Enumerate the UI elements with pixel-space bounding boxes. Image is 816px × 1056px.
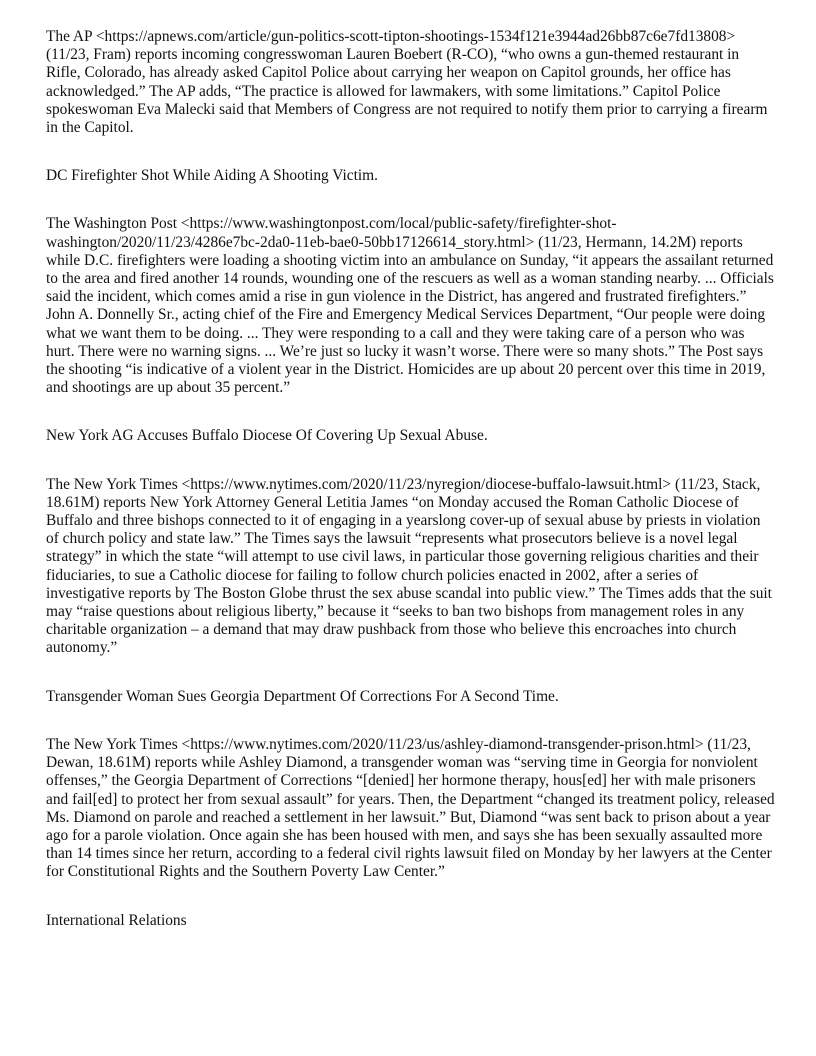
article-body-boebert: The AP <https://apnews.com/article/gun-politics-scott-tipton-shootings-1534f121e3944ad26bb87c6e7fd13808> (11/23, Fram) reports incoming congresswoman Lauren Boebert (R-CO), “who owns a gun-themed restaurant in Rifle, Colorado, has already asked Capitol Police about carrying her weapon on Capitol grounds, her office has acknowledged.” The AP adds, “The practice is allowed for lawmakers, with some limitations.” Capitol Police spokeswoman Eva Malecki said that Members of Congress are not required to notify them prior to carrying a firearm in the Capitol. [46,28,768,137]
article-body-dc-firefighter: The Washington Post <https://www.washingtonpost.com/local/public-safety/firefighter-shot-washington/2020/11/23/4286e7bc-2da0-11eb-bae0-50bb17126614_story.html> (11/23, Hermann, 14.2M) reports while D.C. firefighters were loading a shooting victim into an ambulance on Sunday, “it appears the assailant returned to the area and fired another 14 rounds, wounding one of the rescuers as well as a woman standing nearby. ... Officials said the incident, which comes amid a rise in gun violence in the District, has angered and frustrated firefighters.” John A. Donnelly Sr., acting chief of the Fire and Emergency Medical Services Department, “Our people were doing what we want them to be doing. ... They were responding to a call and they were taking care of a person who was hurt. There were no warning signs. ... We’re just so lucky it wasn’t worse. There were so many shots.” The Post says the shooting “is indicative of a violent year in the District. Homicides are up about 20 percent over this time in 2019, and shootings are up about 35 percent.” [46,215,774,397]
article-body-buffalo-diocese: The New York Times <https://www.nytimes.com/2020/11/23/nyregion/diocese-buffalo-lawsuit.html> (11/23, Stack, 18.61M) reports New York Attorney General Letitia James “on Monday accused the Roman Catholic Diocese of Buffalo and three bishops connected to it of engaging in a yearslong cover-up of sexual abuse by priests in violation of church policy and state law.” The Times says the lawsuit “represents what prosecutors believe is a novel legal strategy” in which the state “will attempt to use civil laws, in particular those governing religious charities and their fiduciaries, to sue a Catholic diocese for failing to follow church policies enacted in 2002, after a series of investigative reports by The Boston Globe thrust the sex abuse scandal into public view.” The Times adds that the suit may “raise questions about religious liberty,” because it “seeks to ban two bishops from management roles in any charitable organization – a demand that may draw pushback from those who believe this encroaches into church autonomy.” [46,475,772,657]
headline-dc-firefighter: DC Firefighter Shot While Aiding A Shooting Victim. [46,167,378,185]
document-page [46,28,776,930]
article-body-transgender-woman: The New York Times <https://www.nytimes.com/2020/11/23/us/ashley-diamond-transgender-prison.html> (11/23, Dewan, 18.61M) reports while Ashley Diamond, a transgender woman was “serving time in Georgia for nonviolent offenses,” the Georgia Department of Corrections “[denied] her hormone therapy, hous[ed] her with male prisoners and fail[ed] to protect her from sexual assault” for years. Then, the Department “changed its treatment policy, released Ms. Diamond on parole and reached a settlement in her lawsuit.” But, Diamond “was sent back to prison about a year ago for a parole violation. Once again she has been housed with men, and says she has been sexually assaulted more than 14 times since her return, according to a federal civil rights lawsuit filed on Monday by her lawyers at the Center for Constitutional Rights and the Southern Poverty Law Center.” [46,735,775,881]
section-title: International Relations [46,911,187,929]
headline-transgender-woman: Transgender Woman Sues Georgia Department Of Corrections For A Second Time. [46,687,559,705]
headline-buffalo-diocese: New York AG Accuses Buffalo Diocese Of Covering Up Sexual Abuse. [46,427,488,445]
